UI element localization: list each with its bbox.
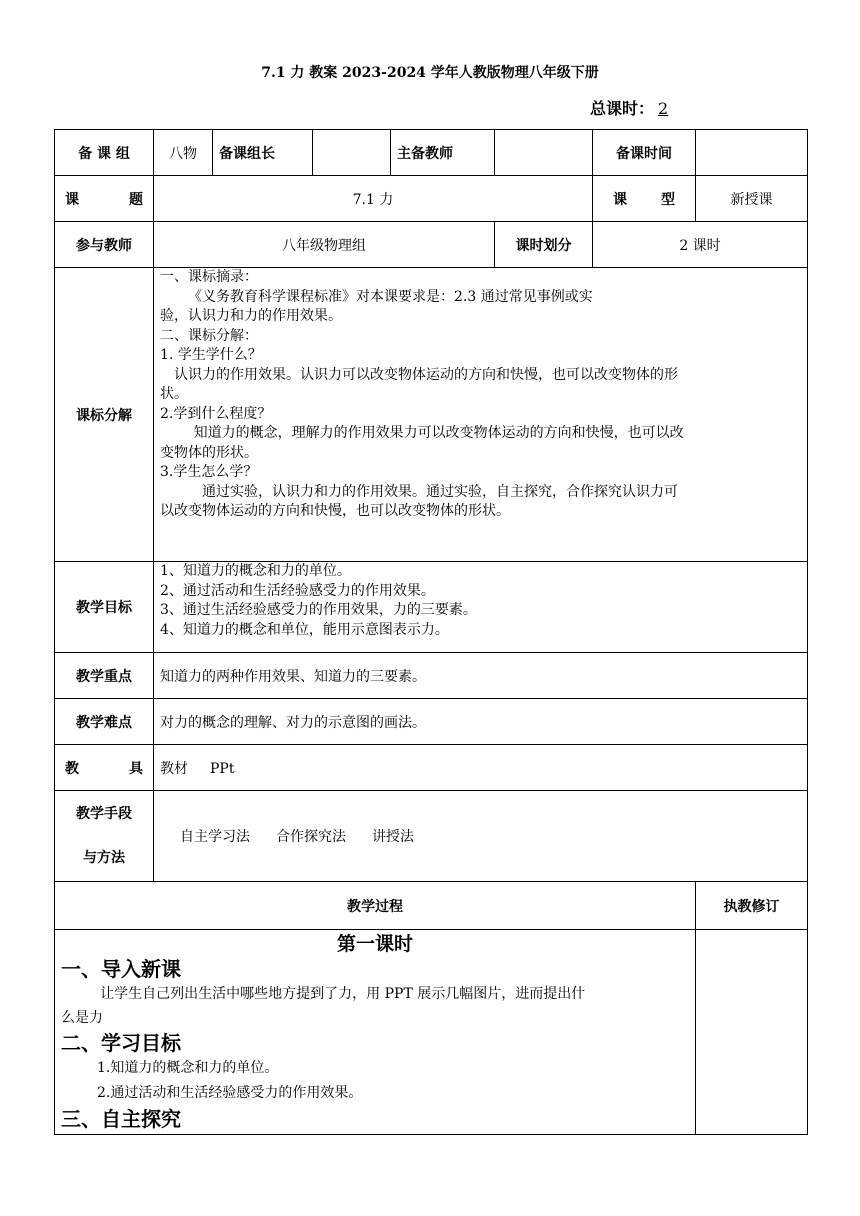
row-process-header xyxy=(55,882,808,930)
standard-line: 2.学到什么程度？ xyxy=(160,405,272,422)
row-participants xyxy=(55,222,808,268)
goal-item: 2、通过活动和生活经验感受力的作用效果。 xyxy=(160,582,435,599)
standard-line: 验，认识力和力的作用效果。 xyxy=(160,308,342,324)
standard-line: 通过实验，认识力和力的作用效果。通过实验，自主探究，合作探究认识力可 xyxy=(202,483,678,500)
standard-line: 变物体的形状。 xyxy=(160,444,258,461)
lesson-plan-table xyxy=(54,129,808,1135)
standard-line: 《义务教育科学课程标准》对本课要求是：2.3 通过常见事例或实 xyxy=(188,288,593,305)
tool-item: 教材 xyxy=(160,760,188,777)
type-label: 课 型 xyxy=(593,176,696,222)
lesson-title: 第一课时 xyxy=(336,933,413,955)
difficulties-text: 对力的概念的理解、对力的示意图的画法。 xyxy=(154,699,808,745)
total-hours xyxy=(590,96,686,119)
teaching-goals-label: 教学目标 xyxy=(55,562,154,653)
document-title: 7.1 力 教案 2023-2024 学年人教版物理八年级下册 xyxy=(261,65,599,81)
prep-time-value[interactable] xyxy=(696,130,808,176)
tools-content xyxy=(154,745,808,791)
prep-group-value: 八物 xyxy=(154,130,213,176)
standard-line: 1. 学生学什么？ xyxy=(160,347,262,363)
process-content xyxy=(55,930,696,1135)
standard-analysis-content xyxy=(154,268,808,562)
topic-label: 课 题 xyxy=(55,176,154,222)
tool-item: PPt xyxy=(210,760,235,777)
standard-line: 一、课标摘录： xyxy=(160,269,258,285)
schedule-label: 课时划分 xyxy=(495,222,593,268)
row-teaching-goals xyxy=(55,562,808,653)
section-heading: 三、自主探究 xyxy=(61,1107,181,1131)
key-points-label: 教学重点 xyxy=(55,653,154,699)
row-tools xyxy=(55,745,808,791)
row-difficulties xyxy=(55,699,808,745)
row-standard-analysis xyxy=(55,268,808,562)
row-process-body xyxy=(55,930,808,1135)
participants-value: 八年级物理组 xyxy=(154,222,495,268)
method-item: 合作探究法 xyxy=(276,829,346,845)
group-leader-label: 备课组长 xyxy=(213,130,313,176)
difficulties-label: 教学难点 xyxy=(55,699,154,745)
standard-line: 认识力的作用效果。认识力可以改变物体运动的方向和快慢，也可以改变物体的形 xyxy=(174,366,678,383)
standard-line: 状。 xyxy=(160,386,188,402)
revision-content[interactable] xyxy=(696,930,808,1135)
row-key-points xyxy=(55,653,808,699)
revision-header: 执教修订 xyxy=(696,882,808,930)
key-points-text: 知道力的两种作用效果、知道力的三要素。 xyxy=(154,653,808,699)
learning-goal-item: 1.知道力的概念和力的单位。 xyxy=(97,1060,279,1076)
learning-goal-item: 2.通过活动和生活经验感受力的作用效果。 xyxy=(97,1085,363,1101)
standard-analysis-label: 课标分解 xyxy=(55,268,154,562)
participants-label: 参与教师 xyxy=(55,222,154,268)
standard-line: 知道力的概念，理解力的作用效果力可以改变物体运动的方向和快慢，也可以改 xyxy=(193,425,684,441)
row-methods xyxy=(55,791,808,882)
prep-group-label: 备 课 组 xyxy=(55,130,154,176)
prep-time-label: 备课时间 xyxy=(593,130,696,176)
row-prep-info xyxy=(55,130,808,176)
row-topic xyxy=(55,176,808,222)
total-hours-label: 总课时： xyxy=(590,99,655,118)
goal-item: 4、知道力的概念和单位，能用示意图表示力。 xyxy=(160,621,449,638)
process-header: 教学过程 xyxy=(55,882,696,930)
method-item: 自主学习法 xyxy=(180,829,250,845)
schedule-value: 2 课时 xyxy=(593,222,808,268)
main-teacher-label: 主备教师 xyxy=(391,130,495,176)
method-item: 讲授法 xyxy=(372,829,414,845)
group-leader-value[interactable] xyxy=(313,130,391,176)
goal-item: 1、知道力的概念和力的单位。 xyxy=(160,563,351,579)
section-heading: 二、学习目标 xyxy=(61,1031,181,1055)
topic-value: 7.1 力 xyxy=(154,176,593,222)
standard-line: 3.学生怎么学？ xyxy=(160,464,258,480)
type-value: 新授课 xyxy=(696,176,808,222)
goal-item: 3、通过生活经验感受力的作用效果，力的三要素。 xyxy=(160,602,477,618)
section-heading: 一、导入新课 xyxy=(61,957,181,981)
standard-line: 以改变物体运动的方向和快慢，也可以改变物体的形状。 xyxy=(160,503,510,519)
standard-line: 二、课标分解： xyxy=(160,327,258,344)
total-hours-value: 2 xyxy=(658,99,669,118)
section-paragraph: 让学生自己列出生活中哪些地方提到了力，用 PPT 展示几幅图片，进而提出什 xyxy=(100,986,586,1002)
tools-label: 教 具 xyxy=(55,745,154,791)
main-teacher-value[interactable] xyxy=(495,130,593,176)
methods-content xyxy=(154,791,808,882)
teaching-goals-content xyxy=(154,562,808,653)
section-paragraph: 么是力 xyxy=(61,1010,103,1026)
methods-label: 教学手段 与方法 xyxy=(55,791,154,882)
